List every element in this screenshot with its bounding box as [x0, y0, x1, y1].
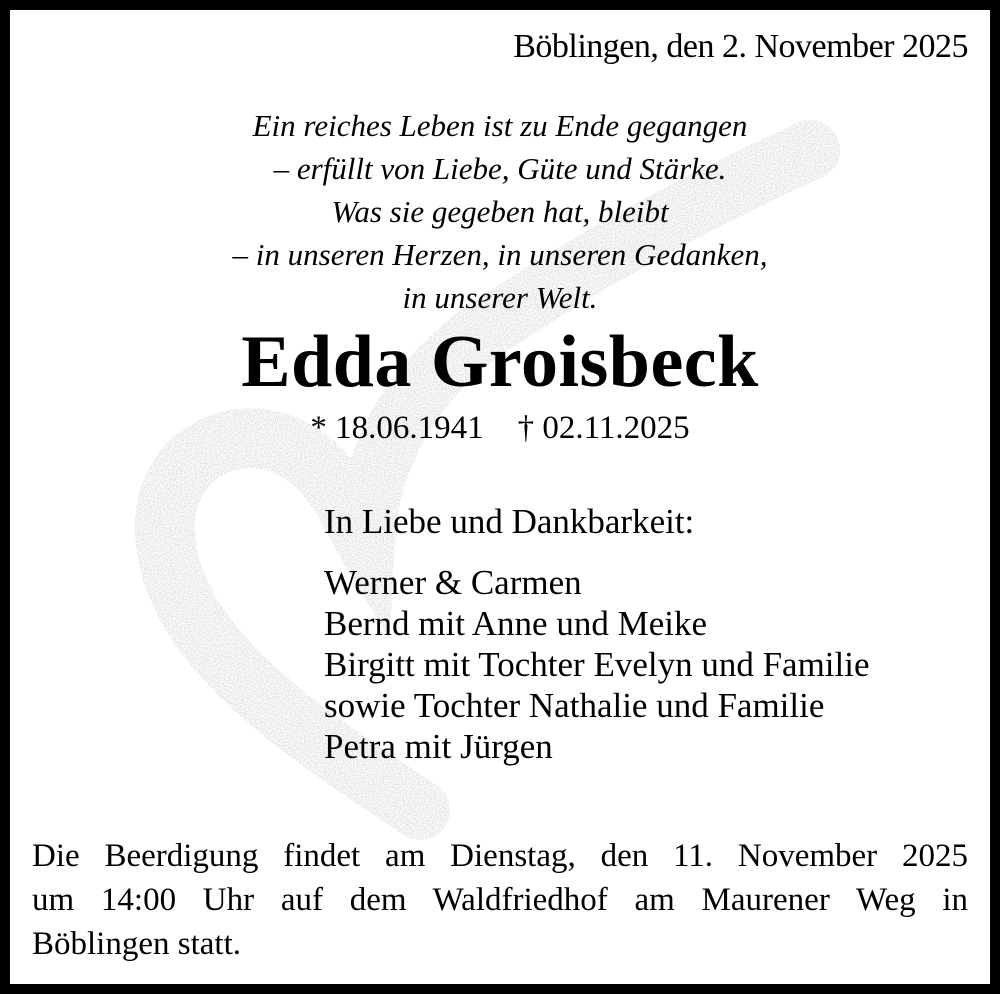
family-member: Birgitt mit Tochter Evelyn und Familie: [324, 645, 870, 684]
life-dates: [0, 410, 1000, 447]
verse: [0, 104, 1000, 319]
funeral-notice: [32, 834, 968, 966]
family-member: Petra mit Jürgen: [324, 727, 553, 766]
verse-line: Was sie gegeben hat, bleibt: [331, 194, 669, 229]
deceased-name: Edda Groisbeck: [241, 321, 759, 403]
funeral-line: um 14:00 Uhr auf dem Waldfriedhof am Maurener Weg in: [32, 882, 968, 918]
verse-line: in unserer Welt.: [402, 280, 598, 315]
family-member: sowie Tochter Nathalie und Familie: [324, 686, 825, 725]
verse-line: – in unseren Herzen, in unseren Gedanken,: [232, 237, 768, 272]
family-member: Werner & Carmen: [324, 563, 582, 602]
funeral-line: Die Beerdigung findet am Dienstag, den 11. November 2025: [32, 838, 968, 874]
place-date: Böblingen, den 2. November 2025: [513, 28, 968, 65]
death-date: † 02.11.2025: [517, 410, 690, 446]
family-members: [324, 562, 870, 767]
birth-date: * 18.06.1941: [310, 410, 484, 446]
family-intro: In Liebe und Dankbarkeit:: [324, 502, 695, 541]
verse-line: – erfüllt von Liebe, Güte und Stärke.: [273, 151, 727, 186]
funeral-line: Böblingen statt.: [32, 926, 241, 962]
family-member: Bernd mit Anne und Meike: [324, 604, 708, 643]
verse-line: Ein reiches Leben ist zu Ende gegangen: [252, 108, 748, 143]
family-block: [324, 500, 870, 767]
